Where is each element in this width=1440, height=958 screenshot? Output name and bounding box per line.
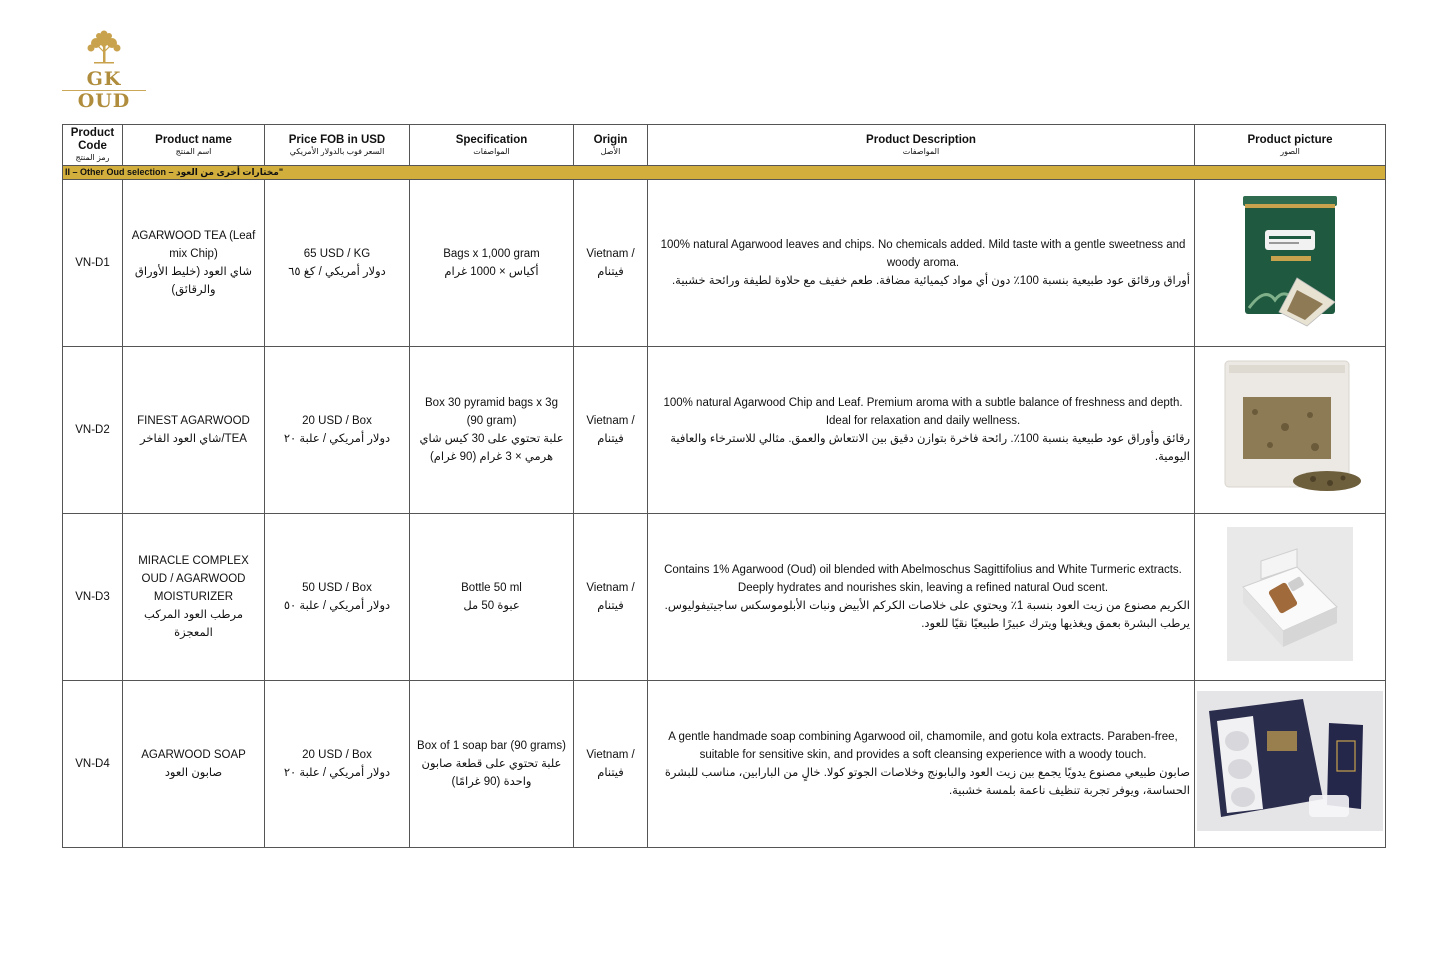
header-code: Product Code رمز المنتج [63, 125, 123, 166]
section-row [63, 166, 1386, 180]
product-spec: Box of 1 soap bar (90 grams) علبة تحتوي على قطعة صابون واحدة (90 غرامًا) [410, 681, 574, 848]
product-price: 20 USD / Box دولار أمريكي / علبة ٢٠ [265, 681, 410, 848]
product-picture [1195, 180, 1386, 347]
product-code: VN-D3 [63, 514, 123, 681]
product-name: AGARWOOD TEA (Leaf mix Chip) شاي العود (خليط الأوراق والرقائق) [123, 180, 265, 347]
brand-logo [58, 30, 150, 112]
section-title: II – Other Oud selection – مختارات أخرى من العود" [63, 166, 1386, 180]
product-code: VN-D4 [63, 681, 123, 848]
product-picture [1195, 514, 1386, 681]
header-spec: Specification المواصفات [410, 125, 574, 166]
header-price: Price FOB in USD السعر فوب بالدولار الأمريكي [265, 125, 410, 166]
product-picture [1195, 347, 1386, 514]
product-name: FINEST AGARWOOD TEA/شاي العود الفاخر [123, 347, 265, 514]
table-row [63, 347, 1386, 514]
green-tea-tin-image [1235, 190, 1345, 330]
tree-icon [82, 30, 126, 66]
product-description: 100% natural Agarwood Chip and Leaf. Premium aroma with a subtle balance of freshness and depth. Ideal for relaxation and daily wellness. رقائق وأوراق عود طبيعية بنسبة 100٪. رائحة فاخرة بتوازن دقيق بين الانتعاش والعمق. مثالي للاسترخاء والعافية اليومية. [648, 347, 1195, 514]
product-code: VN-D1 [63, 180, 123, 347]
table-row [63, 514, 1386, 681]
product-picture [1195, 681, 1386, 848]
product-origin: Vietnam / فيتنام [574, 681, 648, 848]
product-description: 100% natural Agarwood leaves and chips. No chemicals added. Mild taste with a gentle sweetness and woody aroma. أوراق ورقائق عود طبيعية بنسبة 100٪ دون أي مواد كيميائية مضافة. طعم خفيف مع حلاوة لطيفة ورائحة خشبية. [648, 180, 1195, 347]
soap-gift-box-image [1197, 691, 1383, 831]
brand-name: GK OUD [77, 68, 131, 112]
product-spec: Bottle 50 ml عبوة 50 مل [410, 514, 574, 681]
header-name: Product name اسم المنتج [123, 125, 265, 166]
product-price: 65 USD / KG دولار أمريكي / كغ ٦٥ [265, 180, 410, 347]
header-picture: Product picture الصور [1195, 125, 1386, 166]
table-row [63, 681, 1386, 848]
product-price: 20 USD / Box دولار أمريكي / علبة ٢٠ [265, 347, 410, 514]
product-origin: Vietnam / فيتنام [574, 347, 648, 514]
moisturizer-box-image [1227, 527, 1353, 661]
header-description: Product Description المواصفات [648, 125, 1195, 166]
product-origin: Vietnam / فيتنام [574, 180, 648, 347]
product-code: VN-D2 [63, 347, 123, 514]
product-origin: Vietnam / فيتنام [574, 514, 648, 681]
product-catalog-table [62, 124, 1386, 848]
brand-underline [62, 90, 146, 95]
tea-pouch-image [1215, 357, 1365, 497]
product-description: A gentle handmade soap combining Agarwood oil, chamomile, and gotu kola extracts. Paraben-free, suitable for sensitive skin, and provides a soft cleansing experience with a woody touch. صابون طبيعي مصنوع يدويًا يجمع بين زيت العود والبابونج وخلاصات الجوتو كولا. خالٍ من البارابين، مناسب للبشرة الحساسة، ويوفر تجربة تنظيف ناعمة بلمسة خشبية. [648, 681, 1195, 848]
header-row [63, 125, 1386, 166]
table-row [63, 180, 1386, 347]
product-spec: Bags x 1,000 gram أكياس × 1000 غرام [410, 180, 574, 347]
product-spec: Box 30 pyramid bags x 3g (90 gram) علبة تحتوي على 30 كيس شاي هرمي × 3 غرام (90 غرام) [410, 347, 574, 514]
product-name: AGARWOOD SOAP صابون العود [123, 681, 265, 848]
header-origin: Origin الأصل [574, 125, 648, 166]
product-price: 50 USD / Box دولار أمريكي / علبة ٥٠ [265, 514, 410, 681]
product-name: MIRACLE COMPLEX OUD / AGARWOOD MOISTURIZER مرطب العود المركب المعجزة [123, 514, 265, 681]
product-description: Contains 1% Agarwood (Oud) oil blended with Abelmoschus Sagittifolius and White Turmeric extracts. Deeply hydrates and nourishes skin, leaving a refined natural Oud scent. الكريم مصنوع من زيت العود بنسبة 1٪ ويحتوي على خلاصات الكركم الأبيض ونبات الأبلوموسكس ساجيتيفوليوس. يرطب البشرة بعمق ويغذيها ويترك عبيرًا طبيعيًا نقيًا للعود. [648, 514, 1195, 681]
